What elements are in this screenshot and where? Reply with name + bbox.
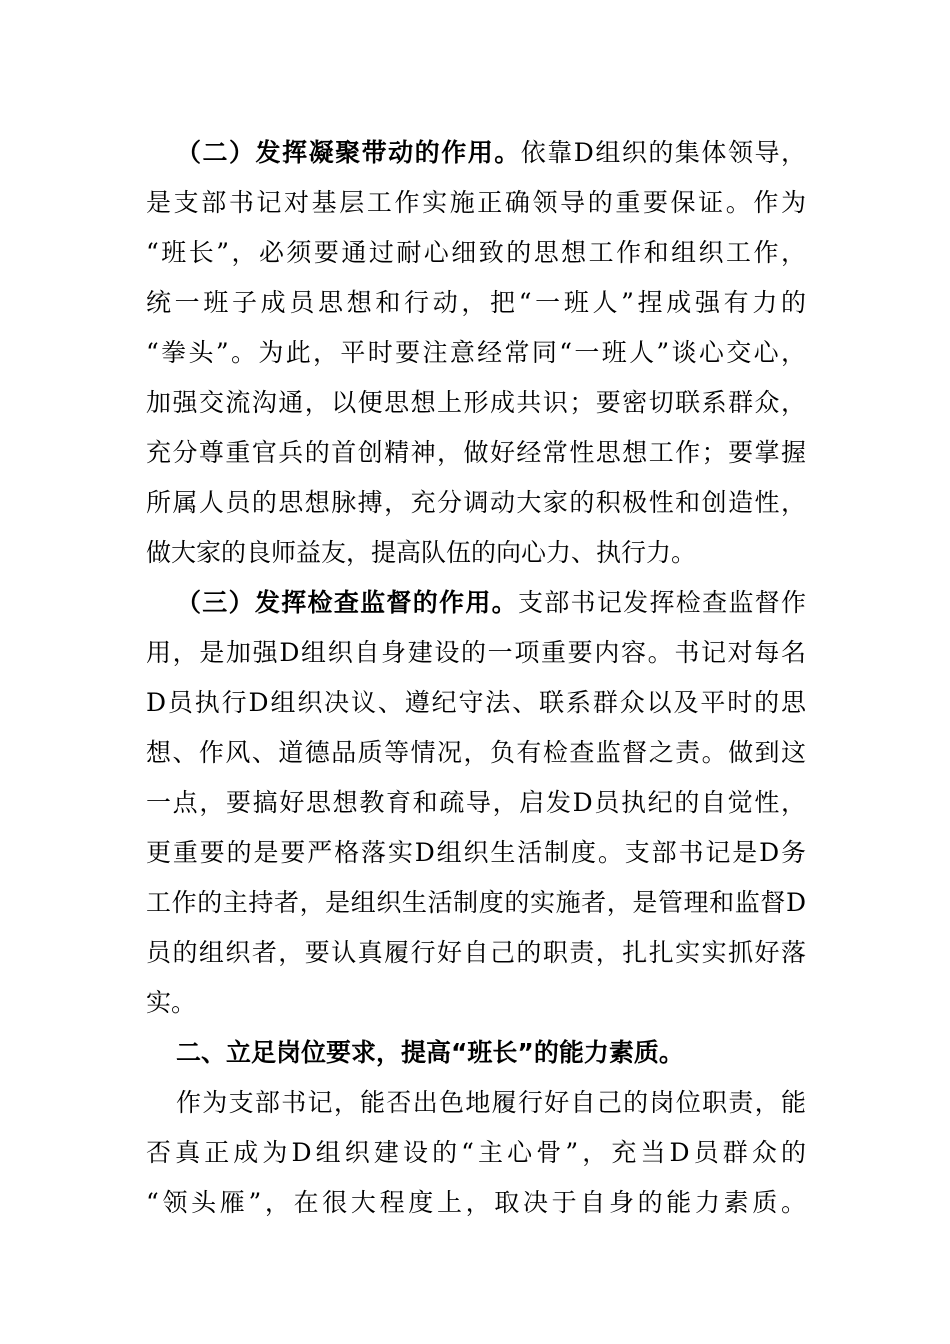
paragraph-line: “领头雁”，在很大程度上，取决于自身的能力素质。 bbox=[146, 1188, 806, 1217]
paragraph bbox=[146, 128, 806, 578]
paragraph-line: 统一班子成员思想和行动，把“一班人”捏成强有力的 bbox=[146, 288, 806, 317]
paragraph-line: 一点，要搞好思想教育和疏导，启发D员执纪的自觉性， bbox=[146, 788, 806, 817]
line-text: 依靠D组织的集体领导， bbox=[520, 138, 806, 167]
paragraph-line: “班长”，必须要通过耐心细致的思想工作和组织工作， bbox=[146, 238, 806, 267]
line-text: 支部书记发挥检查监督作 bbox=[517, 588, 806, 617]
paragraph-line: 是支部书记对基层工作实施正确领导的重要保证。作为 bbox=[146, 188, 806, 217]
section-heading bbox=[146, 1028, 806, 1078]
paragraph-line: 工作的主持者，是组织生活制度的实施者，是管理和监督D bbox=[146, 888, 806, 917]
paragraph-line: 充分尊重官兵的首创精神，做好经常性思想工作；要掌握 bbox=[146, 438, 806, 467]
paragraph-line: 实。 bbox=[146, 988, 197, 1017]
paragraph-line: “拳头”。为此，平时要注意经常同“一班人”谈心交心， bbox=[146, 338, 806, 367]
paragraph-line: 作为支部书记，能否出色地履行好自己的岗位职责，能 bbox=[176, 1088, 806, 1117]
paragraph-line: 加强交流沟通，以便思想上形成共识；要密切联系群众， bbox=[146, 388, 806, 417]
paragraph-line: 更重要的是要严格落实D组织生活制度。支部书记是D务 bbox=[146, 838, 806, 867]
paragraph-line: 做大家的良师益友，提高队伍的向心力、执行力。 bbox=[146, 538, 697, 567]
paragraph bbox=[146, 1028, 806, 1078]
paragraph-line bbox=[146, 128, 806, 178]
paragraph bbox=[146, 578, 806, 1028]
paragraph-line: 否真正成为D组织建设的“主心骨”，充当D员群众的 bbox=[146, 1138, 806, 1167]
section-heading-inline: （三）发挥检查监督的作用。 bbox=[176, 588, 518, 617]
paragraph-line: 员的组织者，要认真履行好自己的职责，扎扎实实抓好落 bbox=[146, 938, 806, 967]
section-heading-text: 二、立足岗位要求，提高“班长”的能力素质。 bbox=[176, 1038, 684, 1067]
paragraph-line: 用，是加强D组织自身建设的一项重要内容。书记对每名 bbox=[146, 638, 806, 667]
paragraph-line: D员执行D组织决议、遵纪守法、联系群众以及平时的思 bbox=[146, 688, 806, 717]
paragraph bbox=[146, 1078, 806, 1228]
paragraph-line: 想、作风、道德品质等情况，负有检查监督之责。做到这 bbox=[146, 738, 806, 767]
section-heading-inline: （二）发挥凝聚带动的作用。 bbox=[176, 138, 521, 167]
paragraph-line: 所属人员的思想脉搏，充分调动大家的积极性和创造性， bbox=[146, 488, 806, 517]
paragraph-line bbox=[146, 578, 806, 628]
document-body bbox=[146, 128, 806, 1228]
